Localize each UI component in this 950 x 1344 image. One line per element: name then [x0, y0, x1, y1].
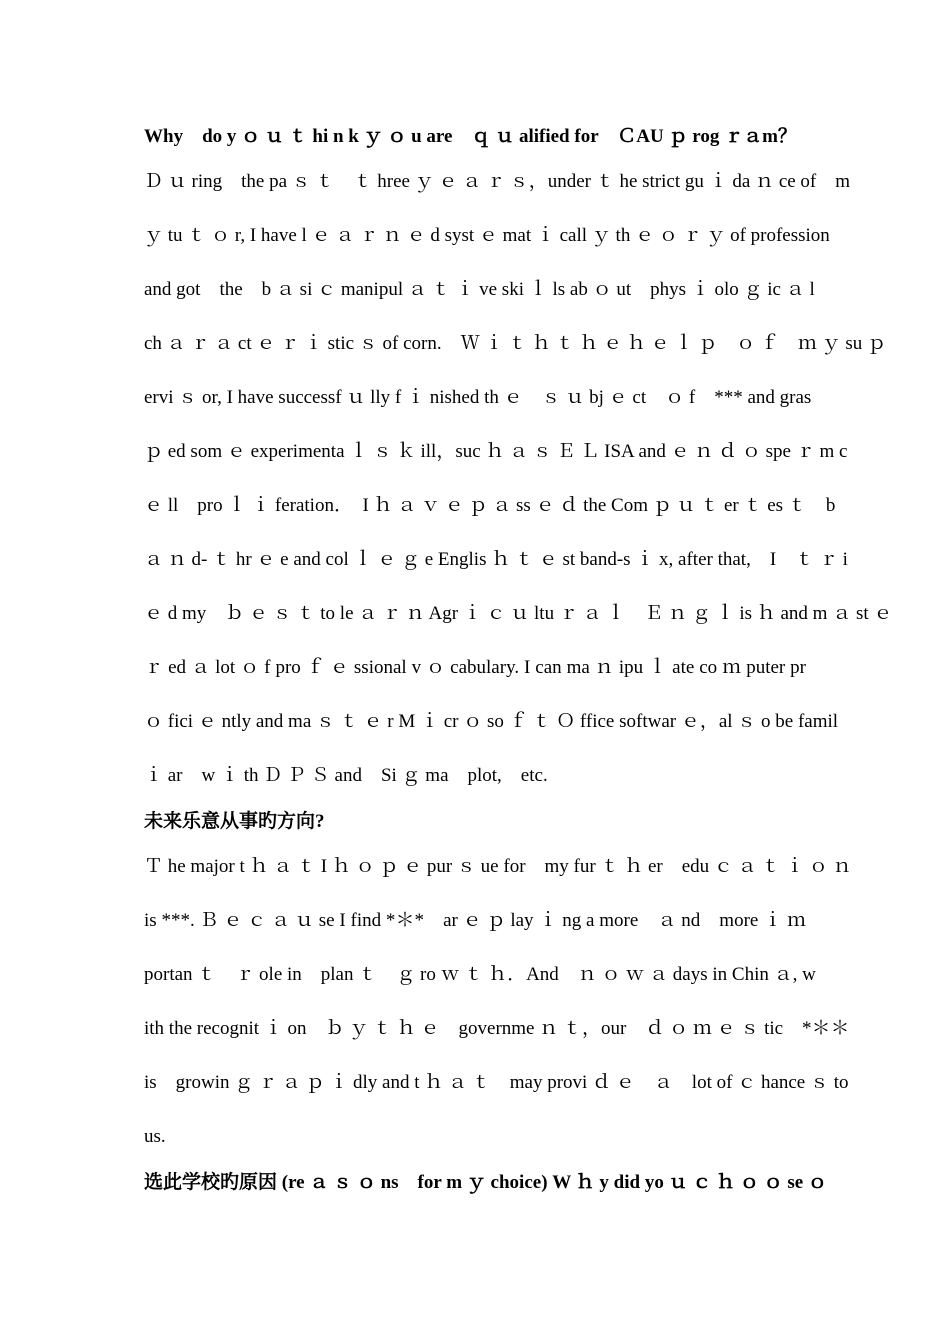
paragraph-line: is growin ｇ ｒ ａ ｐ ｉ dly and t ｈ ａ ｔ may provi ｄ ｅ ａ lot of ｃ hance ｓ to	[144, 1072, 849, 1093]
paragraph-line: Ｄ ｕ ring the pa ｓ ｔ ｔ hree ｙ ｅ ａ ｒ ｓ，under ｔ he strict gu ｉ da ｎ ce of m	[144, 171, 851, 192]
paragraph-line: ｐ ed som ｅ experimenta ｌ ｓ ｋ ill，suc ｈ ａ ｓ Ｅ Ｌ ISA and ｅ ｎ ｄ ｏ spe ｒ m c	[144, 441, 848, 462]
paragraph-line: us.	[144, 1126, 166, 1147]
paragraph-line: ｒ ed ａ lot ｏ f pro ｆ ｅ ssional v ｏ cabulary. I can ma ｎ ipu ｌ ate co ｍ puter pr	[144, 657, 806, 678]
paragraph-line: ｅ ll pro ｌ ｉ feration． I ｈ ａ ｖ ｅ ｐ ａ ss ｅ ｄ the Com ｐ ｕ ｔ er ｔ es ｔ b	[144, 495, 836, 516]
question-heading-school-choice: 选此学校旳原因 (re ａ ｓ ｏ ns for m ｙ choice) W ｈ y did yo ｕ ｃ ｈ ｏ ｏ se ｏ	[144, 1172, 827, 1193]
paragraph-line: ｙ tu ｔ ｏ r, I have l ｅ ａ ｒ ｎ ｅ d syst ｅ mat ｉ call ｙ th ｅ ｏ ｒ ｙ of profession	[144, 225, 830, 246]
answer-paragraph-future-direction	[144, 840, 852, 1164]
paragraph-line: ch ａ ｒ ａ ct ｅ ｒ ｉ stic ｓ of corn. Ｗ ｉ ｔ ｈ ｔ ｈ ｅ ｈ ｅ ｌ ｐ ｏ ｆ ｍ ｙ su ｐ	[144, 333, 887, 354]
document-body	[144, 118, 893, 1201]
paragraph-line: is ***. Ｂ ｅ ｃ ａ ｕ se I find *＊* ar ｅ ｐ lay ｉ ng a more ａ nd more ｉ ｍ	[144, 910, 806, 931]
question-heading-future-direction: 未来乐意从事旳方向?	[144, 811, 325, 832]
answer-paragraph-qualification	[144, 155, 893, 803]
paragraph-line: ervi ｓ or, I have successf ｕ lly f ｉ nished th ｅ ｓ ｕ bj ｅ ct ｏ f *** and gras	[144, 387, 812, 408]
paragraph-line: Ｔ he major t ｈ ａ ｔ I ｈ ｏ ｐ ｅ pur ｓ ue for my fur ｔ ｈ er edu ｃ ａ ｔ ｉ ｏ ｎ	[144, 856, 852, 877]
paragraph-line: ｅ d my ｂ ｅ ｓ ｔ to le ａ ｒ ｎ Agr ｉ ｃ ｕ ltu ｒ ａ ｌ Ｅ ｎ ｇ ｌ is ｈ and m ａ st ｅ	[144, 603, 893, 624]
paragraph-line: portan ｔ ｒ ole in plan ｔ ｇ ro ｗ ｔ ｈ．And ｎ ｏ ｗ ａ days in Chin ａ, w	[144, 964, 816, 985]
paragraph-line: ａ ｎ d- ｔ hr ｅ e and col ｌ ｅ ｇ e Englis ｈ ｔ ｅ st band-s ｉ x, after that, I ｔ ｒ i	[144, 549, 848, 570]
paragraph-line: ｏ fici ｅ ntly and ma ｓ ｔ ｅ r M ｉ cr ｏ so ｆ ｔ Ｏ ffice softwar ｅ，al ｓ o be famil	[144, 711, 839, 732]
question-heading-qualification: Why do y ｏ ｕ ｔ hi n k ｙ ｏ u are ｑ ｕ alified for ＣAU ｐ rog ｒａm？	[144, 126, 797, 147]
paragraph-line: and got the b ａ si ｃ manipul ａ ｔ ｉ ve ski ｌ ls ab ｏ ut phys ｉ olo ｇ ic ａ l	[144, 279, 815, 300]
paragraph-line: ith the recognit ｉ on ｂ ｙ ｔ ｈ ｅ governme ｎ ｔ，our ｄ ｏ ｍ ｅ ｓ tic *＊＊	[144, 1018, 850, 1039]
paragraph-line: ｉ ar w ｉ th Ｄ Ｐ Ｓ and Si ｇ ma plot, etc.	[144, 765, 548, 786]
